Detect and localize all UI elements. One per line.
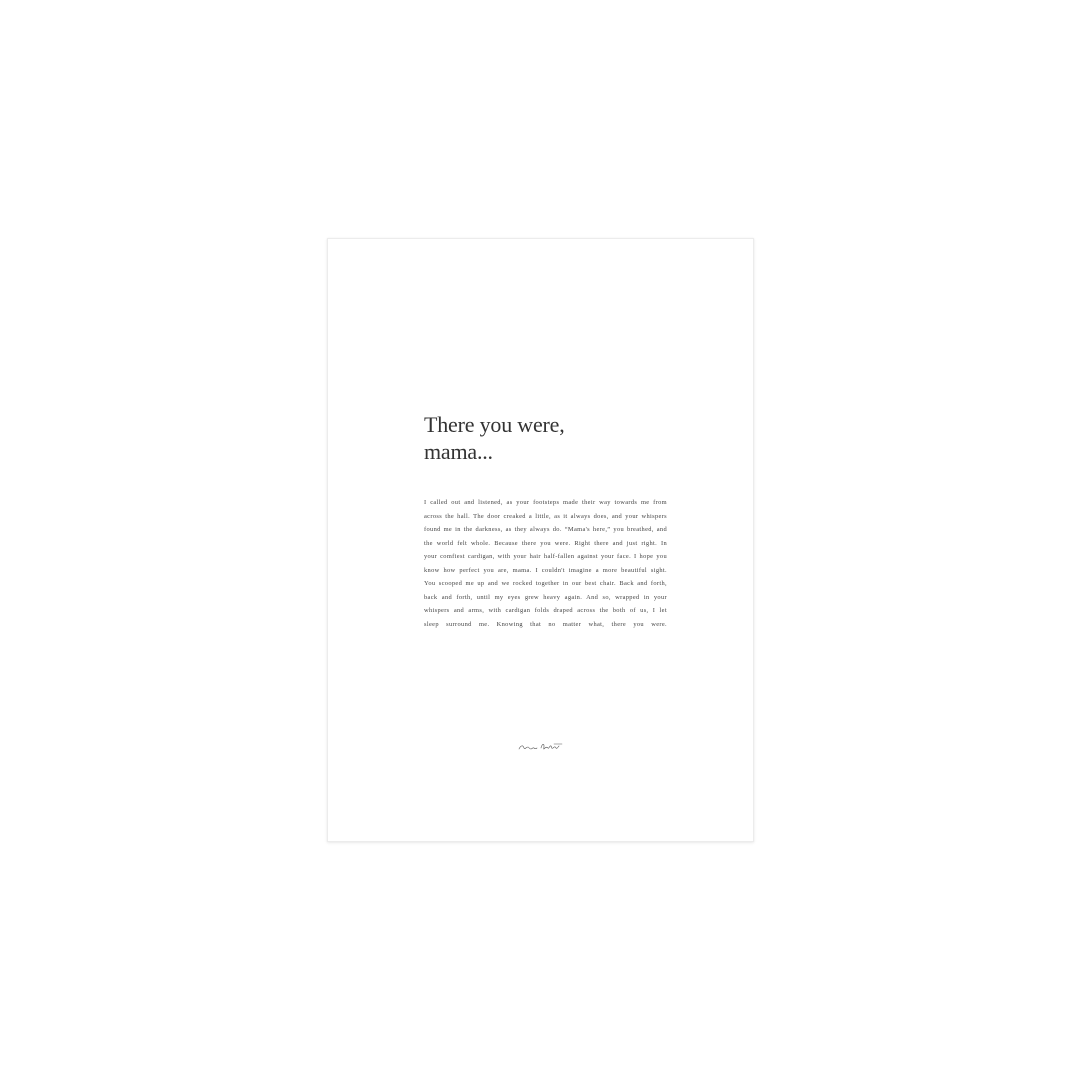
poem-title-line-2: mama... [424, 439, 493, 464]
poem-body: I called out and listened, as your footsteps made their way towards me from across the hall. The door creaked a little, as it always does, and your whispers found me in the darkness, as they always do. “Mama's here,” you breathed, and the world felt whole. Because there you were. Right there and just right. In your comfiest cardigan, with your hair half-fallen against your face. I hope you know how perfect you are, mama. I couldn't imagine a more beautiful sight. You scooped me up and we rocked together in our best chair. Back and forth, back and forth, until my eyes grew heavy again. And so, wrapped in your whispers and arms, with cardigan folds draped across the both of us, I let sleep surround me. Knowing that no matter what, there you were. [424, 499, 667, 628]
signature-icon [518, 741, 564, 753]
poem-title [424, 411, 565, 465]
poem-title-line-1: There you were, [424, 412, 565, 437]
art-print [327, 238, 754, 842]
